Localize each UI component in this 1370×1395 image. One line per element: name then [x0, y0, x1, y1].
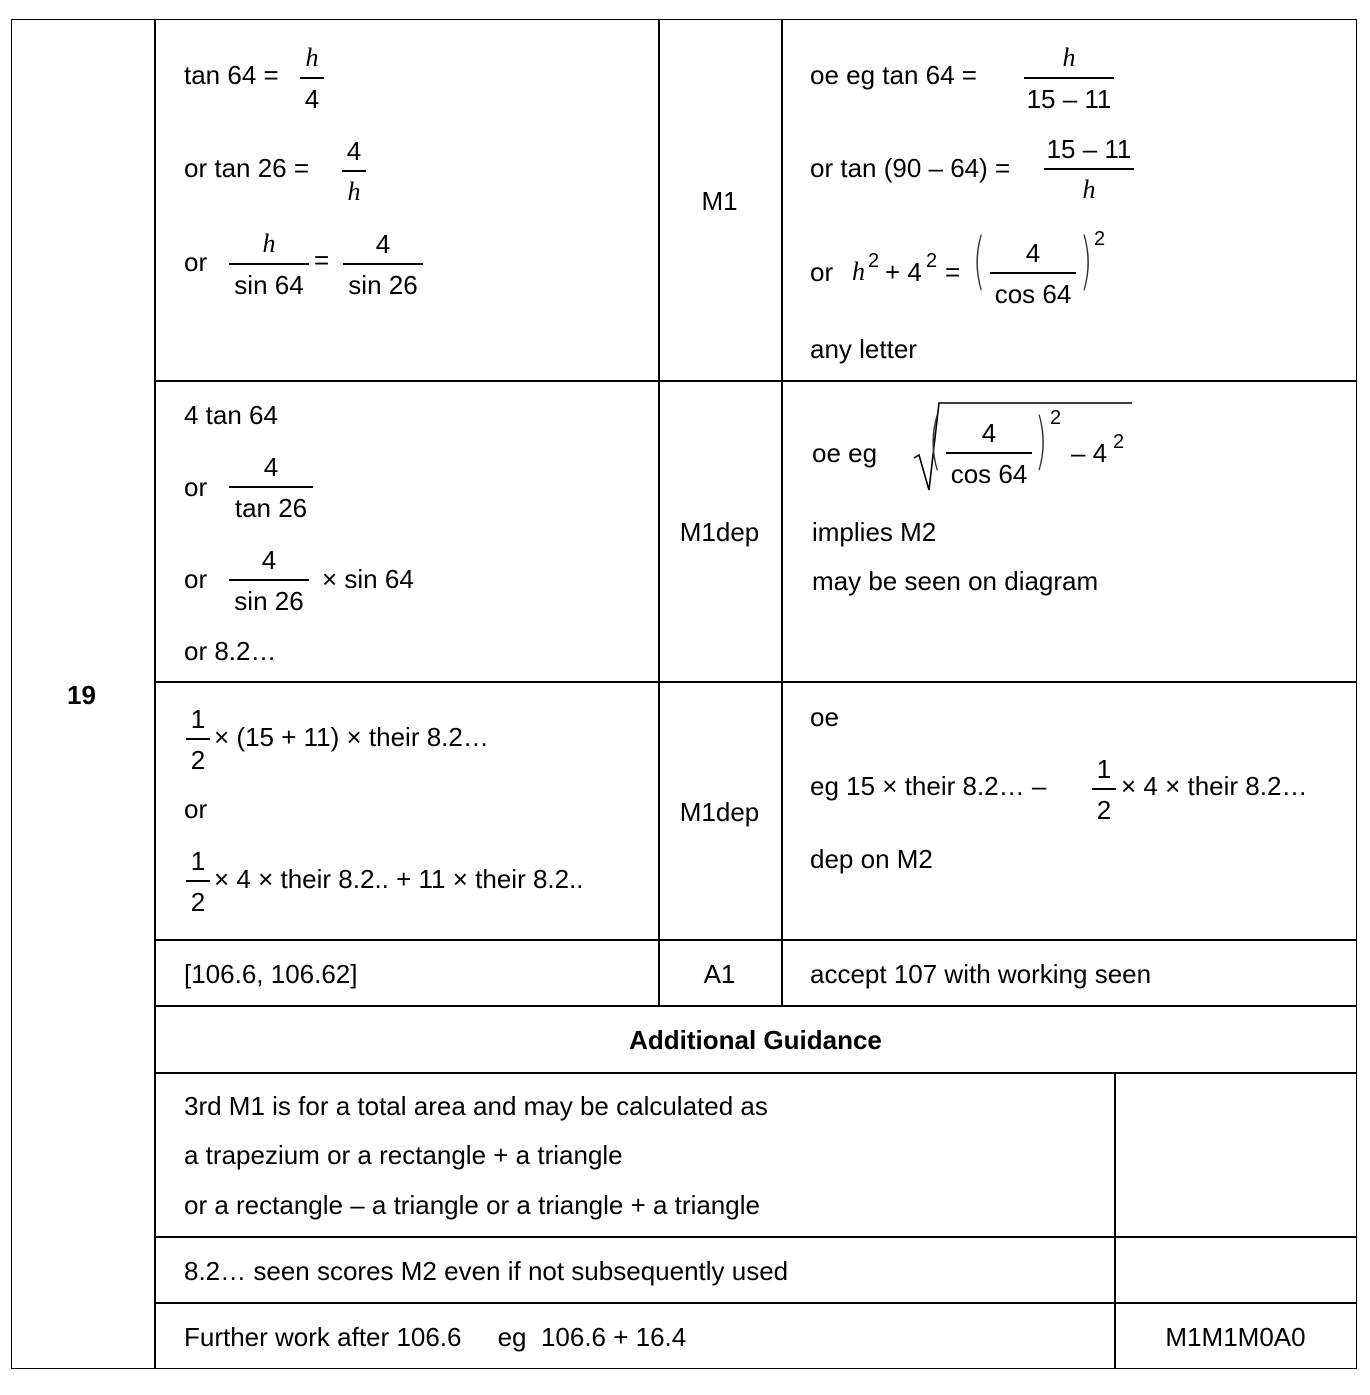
- working-line-2-prefix: or: [184, 472, 208, 502]
- comment-line-1-fraction: 4 cos 64: [946, 420, 1032, 487]
- comment-line-2-fraction: 15 – 11 h: [1044, 136, 1134, 203]
- comment-line-3: may be seen on diagram: [812, 566, 1099, 596]
- comment-line-1-prefix: oe eg: [812, 438, 878, 468]
- working-line-1-fraction: 1 2: [186, 706, 210, 773]
- comment-line-3-equals: =: [945, 257, 961, 287]
- working-line-3-fraction: 4 sin 26: [229, 547, 309, 614]
- row-1-mark: M1: [701, 186, 738, 216]
- comment-line-2-suffix: × 4 × their 8.2…: [1121, 771, 1308, 801]
- working-line-3-prefix: or: [184, 247, 208, 277]
- guidance-item-1-line-2: a trapezium or a rectangle + a triangle: [184, 1140, 623, 1170]
- comment-line-3-prefix: or: [810, 257, 834, 287]
- working-answer: [106.6, 106.62]: [184, 959, 358, 989]
- comment-line-3-fraction: 4 cos 64: [990, 240, 1076, 307]
- guidance-item-2-line-1: 8.2… seen scores M2 even if not subsequently used: [184, 1256, 789, 1286]
- comment-line-1-power: 2: [1050, 407, 1062, 429]
- comment-line-2-prefix: eg 15 × their 8.2… –: [810, 771, 1047, 801]
- working-line-3-suffix: × 4 × their 8.2.. + 11 × their 8.2..: [214, 864, 584, 894]
- column-divider-comments: [781, 19, 783, 1005]
- row-divider-3: [154, 939, 1357, 941]
- working-line-2: or: [184, 794, 208, 824]
- guidance-item-1-line-3: or a rectangle – a triangle or a triangle + a triangle: [184, 1190, 760, 1220]
- guidance-item-3-line-1: Further work after 106.6 eg 106.6 + 16.4: [184, 1322, 687, 1352]
- comment-line-4: any letter: [810, 334, 917, 364]
- comment-line-3-h: h: [852, 257, 865, 286]
- working-line-1: 4 tan 64: [184, 400, 278, 430]
- guidance-item-3-mark: M1M1M0A0: [1165, 1322, 1306, 1352]
- working-line-2-fraction: 4 h: [342, 138, 366, 205]
- guidance-item-1-line-1: 3rd M1 is for a total area and may be calculated as: [184, 1091, 768, 1121]
- working-line-3-fraction: 1 2: [186, 848, 210, 915]
- working-line-3-prefix: or: [184, 564, 208, 594]
- comment-line-3-plus: + 4: [885, 257, 922, 287]
- root-open-parenthesis: (: [929, 404, 942, 477]
- comment-line-1-prefix: oe eg tan 64 =: [810, 60, 977, 90]
- working-line-3-equals: =: [314, 245, 330, 275]
- row-divider-2: [154, 681, 1357, 683]
- working-line-3-fraction-a: h sin 64: [229, 231, 309, 298]
- comment-line-2-fraction: 1 2: [1092, 756, 1116, 823]
- root-close-parenthesis: ): [1035, 404, 1048, 477]
- working-line-1-prefix: tan 64 =: [184, 60, 279, 90]
- row-divider-7: [154, 1302, 1357, 1304]
- comment-line-3-sup-1: 2: [868, 250, 880, 272]
- working-line-3-suffix: × sin 64: [322, 564, 414, 594]
- comment-line-2: implies M2: [812, 517, 937, 547]
- comment-line-1-sup: 2: [1113, 431, 1125, 453]
- row-divider-4: [154, 1005, 1357, 1007]
- row-2-mark: M1dep: [679, 517, 760, 547]
- column-divider-question: [154, 19, 156, 1369]
- row-divider-6: [154, 1236, 1357, 1238]
- row-divider-1: [154, 380, 1357, 382]
- guidance-heading: Additional Guidance: [629, 1025, 882, 1055]
- column-divider-mark: [658, 19, 660, 1005]
- working-line-2-prefix: or tan 26 =: [184, 153, 310, 183]
- comment-line-3-sup-2: 2: [926, 250, 938, 272]
- row-divider-5: [154, 1072, 1357, 1074]
- working-line-1-fraction: h 4: [300, 45, 324, 112]
- comment-line-1: oe: [810, 702, 839, 732]
- comment-answer: accept 107 with working seen: [810, 959, 1152, 989]
- comment-line-3: dep on M2: [810, 844, 933, 874]
- comment-line-1-fraction: h 15 – 11: [1024, 45, 1114, 112]
- working-line-1-suffix: × (15 + 11) × their 8.2…: [214, 722, 489, 752]
- open-parenthesis: (: [973, 224, 986, 297]
- comment-line-1-minus: – 4: [1071, 438, 1108, 468]
- row-4-mark: A1: [703, 959, 736, 989]
- comment-line-3-power: 2: [1094, 228, 1106, 250]
- row-3-mark: M1dep: [679, 797, 760, 827]
- comment-line-2-prefix: or tan (90 – 64) =: [810, 153, 1011, 183]
- question-number: 19: [67, 680, 96, 710]
- working-line-3-fraction-b: 4 sin 26: [343, 231, 423, 298]
- close-parenthesis: ): [1080, 224, 1093, 297]
- working-line-4: or 8.2…: [184, 636, 277, 666]
- working-line-2-fraction: 4 tan 26: [229, 454, 313, 521]
